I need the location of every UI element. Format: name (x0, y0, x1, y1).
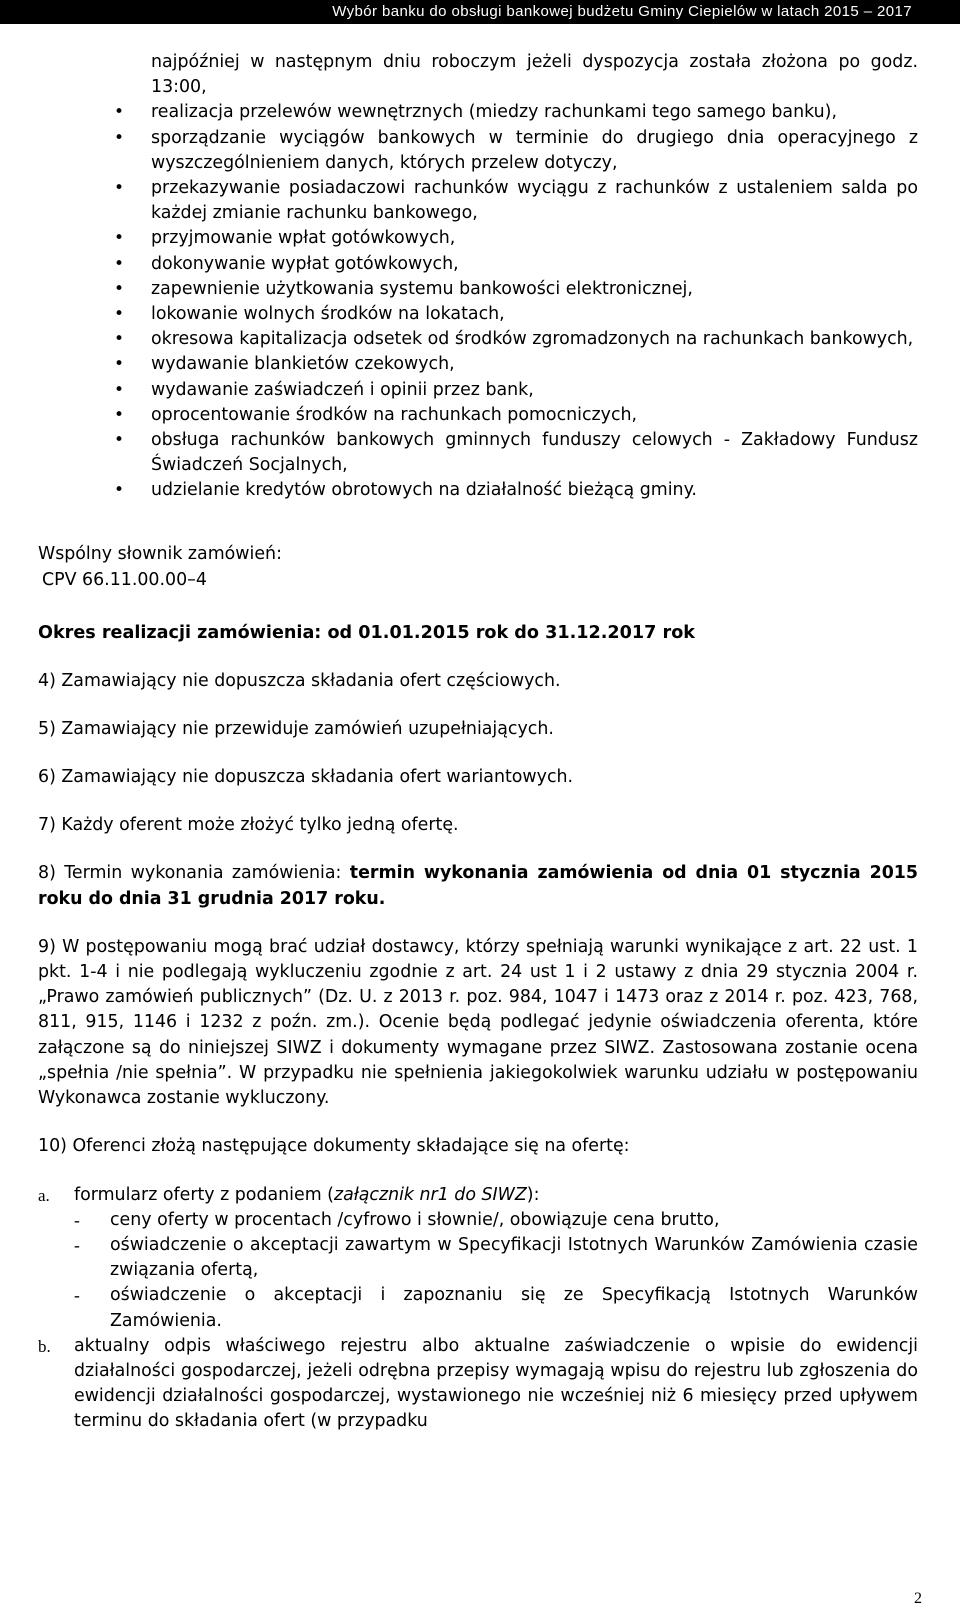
paragraph-10: 10) Oferenci złożą następujące dokumenty składające się na ofertę: (38, 1136, 630, 1157)
bullet-icon: • (114, 430, 125, 451)
paragraph-9: 9) W postępowaniu mogą brać udział dostawcy, którzy spełniają warunki wynikające z art. 22 ust. 1 pkt. 1-4 i nie podlegają wykluczeniu zgodnie z art. 24 ust 1 i 2 ustawy z dnia 29 stycznia 2004 r. „Prawo zamówień publicznych” (Dz. U. z 2013 r. poz. 984, 1047 i 1473 oraz z 2014 r. poz. 423, 768, 811, 915, 1146 i 1232 z poźn. zm.). Ocenie będą podlegać jedynie oświadczenia oferenta, które załączone są do niniejszej SIWZ i dokumenty wymagane przez SIWZ. Zastosowana zostanie ocena „spełnia /nie spełnia”. W przypadku nie spełnienia jakiegokolwiek warunku udziału w postępowaniu Wykonawca zostanie wykluczony. (38, 936, 918, 1109)
bullet-text: przekazywanie posiadaczowi rachunków wyciągu z rachunków z ustaleniem salda po każdej zmianie rachunku bankowego, (151, 178, 918, 224)
item-a-prefix: formularz oferty z podaniem ( (74, 1184, 334, 1205)
bullet-item (38, 252, 918, 277)
bullet-icon: • (114, 304, 125, 325)
dash-text: ceny oferty w procentach /cyfrowo i słownie/, obowiązuje cena brutto, (110, 1209, 720, 1230)
bullet-icon: • (114, 379, 125, 400)
bullet-text: okresowa kapitalizacja odsetek od środków zgromadzonych na rachunkach bankowych, (151, 329, 914, 350)
bullet-text: realizacja przelewów wewnętrznych (miedzy rachunkami tego samego banku), (151, 102, 837, 123)
item-a-italic: załącznik nr1 do SIWZ (333, 1184, 527, 1205)
item-b-text: aktualny odpis właściwego rejestru albo aktualne zaświadczenie o wpisie do ewidencji działalności gospodarczej, jeżeli odrębna przepisy wymagają wpisu do rejestru lub zgłoszenia do ewidencji działalności gospodarczej, wystawionego nie wcześniej niż 6 miesięcy przed upływem terminu do składania ofert (w przypadku (74, 1335, 918, 1432)
bullet-icon: • (114, 178, 125, 199)
bullet-icon: • (114, 480, 125, 501)
cpv-code: CPV 66.11.00.00–4 (42, 569, 207, 590)
page-content (38, 50, 918, 1435)
bullet-icon: • (114, 329, 125, 350)
item-a-dash-list (38, 1208, 918, 1334)
page-number: 2 (914, 1590, 922, 1607)
dash-item (38, 1208, 918, 1233)
item-b-letter: b. (38, 1336, 51, 1356)
bullet-text: dokonywanie wypłat gotówkowych, (151, 253, 459, 274)
bullet-item (38, 176, 918, 226)
dash-item (38, 1283, 918, 1333)
bullet-item (38, 50, 918, 100)
document-header: Wybór banku do obsługi bankowej budżetu Gminy Ciepielów w latach 2015 – 2017 (0, 0, 960, 24)
bullet-item (38, 478, 918, 503)
bullet-item (38, 277, 918, 302)
document-list (38, 1183, 918, 1208)
bullet-icon: • (114, 354, 125, 375)
dash-text: oświadczenie o akceptacji zawartym w Specyfikacji Istotnych Warunków Zamówienia czasie związania ofertą, (110, 1234, 918, 1281)
bullet-icon: • (114, 253, 125, 274)
okres-realizacji: Okres realizacji zamówienia: od 01.01.2015 rok do 31.12.2017 rok (38, 622, 695, 643)
bullet-item (38, 327, 918, 352)
dash-icon: - (74, 1209, 80, 1230)
paragraph-8-prefix: 8) Termin wykonania zamówienia: (38, 863, 350, 884)
bullet-item (38, 352, 918, 377)
bullet-text: przyjmowanie wpłat gotówkowych, (151, 228, 456, 249)
paragraph-8-bold: termin wykonania zamówienia od dnia 01 stycznia 2015 roku do dnia 31 grudnia 2017 roku. (38, 863, 919, 909)
dash-item (38, 1233, 918, 1283)
dash-icon: - (74, 1285, 80, 1306)
bullet-icon: • (114, 102, 125, 123)
paragraph-6: 6) Zamawiający nie dopuszcza składania ofert wariantowych. (38, 767, 574, 788)
bullet-text: oprocentowanie środków na rachunkach pomocniczych, (151, 404, 638, 425)
document-list-b (38, 1334, 918, 1435)
bullet-item (38, 378, 918, 403)
bullet-text: najpóźniej w następnym dniu roboczym jeżeli dyspozycja została złożona po godz. 13:00, (151, 52, 918, 98)
item-a (38, 1183, 918, 1208)
bullet-item (38, 126, 918, 176)
paragraph-5: 5) Zamawiający nie przewiduje zamówień uzupełniających. (38, 718, 554, 739)
bullet-item (38, 226, 918, 251)
bullet-item (38, 302, 918, 327)
dash-icon: - (74, 1234, 80, 1255)
bullet-text: lokowanie wolnych środków na lokatach, (151, 304, 505, 325)
bullet-text: obsługa rachunków bankowych gminnych funduszy celowych - Zakładowy Fundusz Świadczeń Socjalnych, (151, 430, 918, 476)
bullet-text: wydawanie blankietów czekowych, (151, 354, 455, 375)
bullet-text: sporządzanie wyciągów bankowych w terminie do drugiego dnia operacyjnego z wyszczególnieniem danych, których przelew dotyczy, (151, 127, 918, 173)
dash-text: oświadczenie o akceptacji i zapoznaniu się ze Specyfikacją Istotnych Warunków Zamówienia. (110, 1285, 918, 1331)
bullet-icon: • (114, 404, 125, 425)
paragraph-4: 4) Zamawiający nie dopuszcza składania ofert częściowych. (38, 670, 561, 691)
bullet-icon: • (114, 127, 125, 148)
item-b (38, 1334, 918, 1435)
bullet-text: udzielanie kredytów obrotowych na działalność bieżącą gminy. (151, 480, 697, 501)
paragraph-7: 7) Każdy oferent może złożyć tylko jedną ofertę. (38, 815, 459, 836)
bullet-icon: • (114, 228, 125, 249)
bullet-item (38, 428, 918, 478)
bullet-item (38, 100, 918, 125)
item-a-suffix: ): (526, 1184, 540, 1205)
item-a-letter: a. (38, 1185, 50, 1205)
bullet-text: wydawanie zaświadczeń i opinii przez bank, (151, 379, 534, 400)
bullet-text: zapewnienie użytkowania systemu bankowości elektronicznej, (151, 278, 693, 299)
service-bullet-list (38, 50, 918, 504)
paragraph-8 (38, 861, 918, 911)
bullet-icon: • (114, 278, 125, 299)
cpv-title: Wspólny słownik zamówień: (38, 543, 282, 564)
bullet-item (38, 403, 918, 428)
